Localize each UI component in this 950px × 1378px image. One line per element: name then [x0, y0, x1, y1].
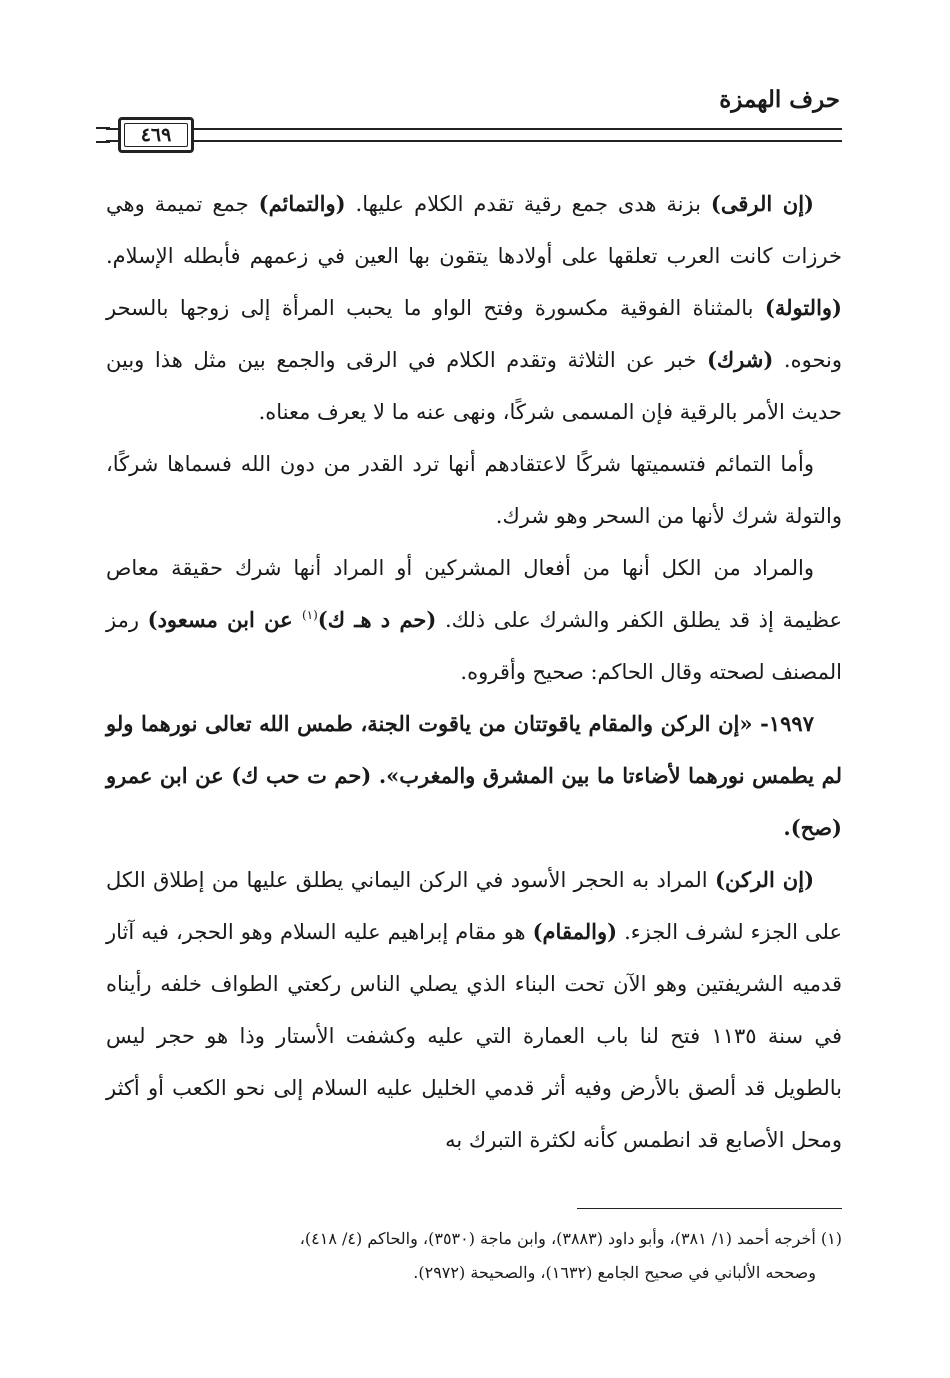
body-text [106, 178, 842, 1166]
hadith-1997: ١٩٩٧- «إن الركن والمقام ياقوتتان من ياقوت الجنة، طمس الله تعالى نورهما ولو لم يطمس نورهما لأضاءتا ما بين المشرق والمغرب». (حم ت حب ك) عن ابن عمرو (صح). [106, 711, 842, 840]
term-rukn: (إن الركن) [715, 867, 815, 892]
source-codes: (حم د هـ ك) [317, 607, 437, 632]
footnote-marker: (١) [301, 608, 318, 622]
term-shirk: (شرك) [706, 347, 774, 372]
term-maqam: (والمقام) [532, 919, 618, 944]
term-ruqa: (إن الرقى) [710, 191, 814, 216]
footnote-separator [577, 1208, 842, 1209]
header-rule [106, 128, 842, 142]
header-rule-end [96, 127, 110, 143]
footnote-1: (١) أخرجه أحمد (١/ ٣٨١)، وأبو داود (٣٨٨٣)، وابن ماجة (٣٥٣٠)، والحاكم (٤/ ٤١٨)، [299, 1229, 842, 1248]
narrator: عن ابن مسعود) [147, 607, 302, 632]
paragraph-3: والمراد من الكل أنها من أفعال المشركين أو المراد أنها شرك حقيقة معاص عظيمة إذ قد يطلق الكفر والشرك على ذلك. (حم د هـ ك)$^{(١)}$ عن ابن مسعود) رمز المصنف لصحته وقال الحاكم: صحيح وأقروه. [106, 556, 842, 684]
footnotes [106, 1222, 842, 1290]
paragraph-1: (إن الرقى) بزنة هدى جمع رقية تقدم الكلام عليها. (والتمائم) جمع تميمة وهي خرزات كانت العرب تعلقها على أولادها يتقون بها العين في زعمهم فأبطله الإسلام. (والتولة) بالمثناة الفوقية مكسورة وفتح الواو ما يحبب المرأة إلى زوجها بالسحر ونحوه. (شرك) خبر عن الثلاثة وتقدم الكلام في الرقى والجمع بين مثل هذا وبين حديث الأمر بالرقية فإن المسمى شركًا، ونهى عنه ما لا يعرف معناه. [106, 191, 842, 424]
page-number: ٤٦٩ [118, 117, 194, 153]
footnote-1-continued: وصححه الألباني في صحيح الجامع (١٦٣٢)، والصحيحة (٢٩٧٢). [413, 1263, 816, 1282]
running-title: حرف الهمزة [719, 86, 840, 113]
paragraph-2: وأما التمائم فتسميتها شركًا لاعتقادهم أنها ترد القدر من دون الله فسماها شركًا، والتولة شرك لأنها من السحر وهو شرك. [106, 452, 842, 528]
term-tamaim: (والتمائم) [258, 191, 346, 216]
paragraph-5: (إن الركن) المراد به الحجر الأسود في الركن اليماني يطلق عليها من إطلاق الكل على الجزء لشرف الجزء. (والمقام) هو مقام إبراهيم عليه السلام وهو الحجر، فيه آثار قدميه الشريفتين وهو الآن تحت البناء الذي يصلي الناس ركعتي الطواف خلفه رأيناه في سنة ١١٣٥ فتح لنا باب العمارة التي عليه وكشفت الأستار وذا هو حجر ليس بالطويل قد ألصق بالأرض وفيه أثر قدمي الخليل عليه السلام إلى نحو الكعب أو أكثر ومحل الأصابع قد انطمس كأنه لكثرة التبرك به [106, 867, 842, 1152]
term-tiwala: (والتولة) [764, 295, 842, 320]
